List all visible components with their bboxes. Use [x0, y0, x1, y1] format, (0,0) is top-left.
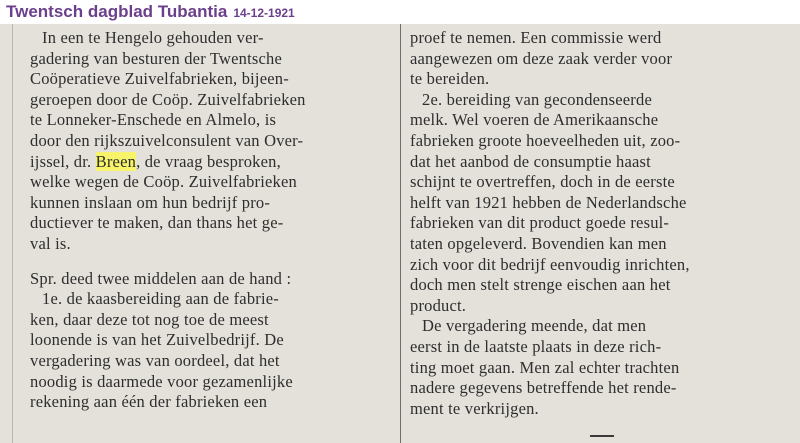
end-of-article-rule [590, 435, 614, 437]
publication-date: 14-12-1921 [233, 6, 295, 20]
newspaper-title[interactable]: Twentsch dagblad Tubantia [6, 2, 228, 21]
text-line: melk. Wel voeren de Amerikaansche [410, 110, 659, 130]
newspaper-clipping-image [0, 24, 800, 443]
article-column-left [30, 28, 392, 443]
text-line: 2e. bereiding van gecondenseerde [422, 89, 652, 109]
text-line: fabrieken groote hoeveelheden uit, zoo- [410, 130, 681, 150]
text-line: noodig is daarmede voor gezamenlijke [30, 371, 293, 391]
text-line: taten opgeleverd. Bovendien kan men [410, 233, 667, 253]
text-line: 1e. de kaasbereiding aan de fabrie- [42, 289, 279, 309]
text-line: In een te Hengelo gehouden ver- [42, 28, 264, 47]
text-line: ken, daar deze tot nog toe de meest [30, 309, 269, 329]
text-line [30, 152, 392, 173]
text-line: kunnen inslaan om hun bedrijf pro- [30, 192, 271, 212]
highlighted-search-term: Breen [95, 151, 137, 171]
text-line: door den rijkszuivelconsulent van Over- [30, 130, 304, 150]
text-line: gadering van besturen der Twentsche [30, 48, 283, 68]
text-line-end: , de vraag besproken, [136, 151, 281, 171]
text-line: aangewezen om deze zaak verder voor [410, 48, 673, 68]
text-line: Spr. deed twee middelen aan de hand : [30, 268, 292, 288]
text-line: nadere gegevens betreffende het rende- [410, 378, 677, 398]
text-line: doch men stelt strenge eischen aan het [410, 275, 671, 295]
text-line: rekening aan één der fabrieken een [30, 392, 268, 412]
clipping-header [6, 2, 295, 24]
text-line: schijnt te overtreffen, doch in de eerste [410, 172, 675, 192]
text-line: vergadering was van oordeel, dat het [30, 350, 280, 370]
text-line: ting moet gaan. Men zal echter trachten [410, 357, 680, 377]
text-line: val is. [30, 233, 71, 253]
text-line: te bereiden. [410, 69, 490, 89]
text-line: De vergadering meende, dat men [422, 316, 647, 336]
text-line: geroepen door de Coöp. Zuivelfabrieken [30, 89, 306, 109]
text-line: welke wegen de Coöp. Zuivelfabrieken [30, 172, 297, 192]
text-line: dat het aanbod de consumptie haast [410, 151, 651, 171]
text-line: product. [410, 295, 467, 315]
text-line: loonende is van het Zuivelbedrijf. De [30, 330, 284, 350]
text-line: te Lonneker-Enschede en Almelo, is [30, 110, 277, 130]
scan-edge-line [12, 24, 13, 443]
text-line: helft van 1921 hebben de Nederlandsche [410, 192, 687, 212]
text-line: fabrieken van dit product goede resul- [410, 213, 670, 233]
text-line: eerst in de laatste plaats in deze rich- [410, 336, 662, 356]
article-column-right [410, 28, 782, 443]
text-line: proef te nemen. Een commissie werd [410, 28, 662, 47]
paragraph-gap [30, 255, 392, 269]
text-line: Coöperatieve Zuivelfabrieken, bijeen- [30, 69, 289, 89]
text-line: ductiever te maken, dan thans het ge- [30, 213, 284, 233]
text-line-start: ijssel, dr. [30, 151, 96, 171]
text-line: ment te verkrijgen. [410, 398, 539, 418]
text-line: zich voor dit bedrijf eenvoudig inrichten, [410, 254, 690, 274]
column-divider [400, 24, 401, 443]
